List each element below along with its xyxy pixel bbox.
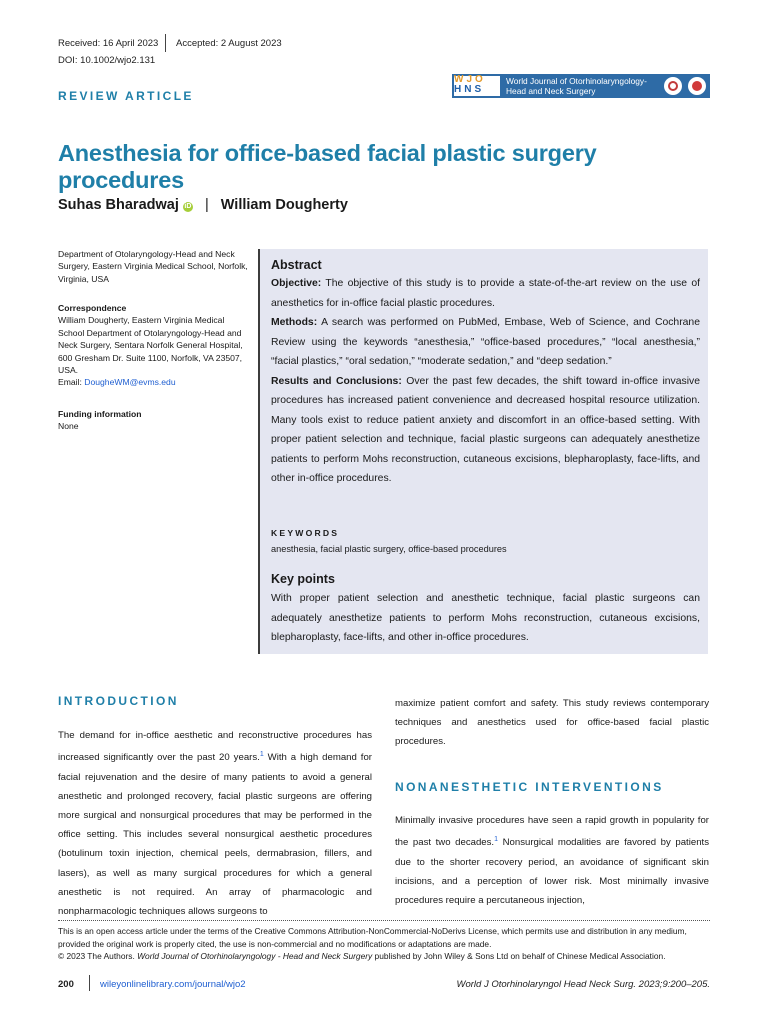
- orcid-icon[interactable]: iD: [184, 203, 192, 210]
- citation: World J Otorhinolaryngol Head Neck Surg. 2023;9:200–205.: [456, 979, 710, 990]
- nonanesthetic-heading: NONANESTHETIC INTERVENTIONS: [395, 780, 664, 794]
- methods-text: A search was performed on PubMed, Embase, Web of Science, and Cochrane Review using the keywords “anesthesia,” “office-based procedures,” “local anesthesia,” “facial plastics,” “oral sedation,” “moderate sedation,” and “deep sedation.”: [271, 317, 700, 367]
- methods-label: Methods:: [271, 317, 318, 328]
- abstract-box: [258, 249, 708, 654]
- email-label: Email:: [58, 377, 85, 388]
- author-2[interactable]: William Dougherty: [220, 197, 348, 213]
- nonanesthetic-text: [395, 811, 709, 910]
- license-text: This is an open access article under the terms of the Creative Commons Attribution-NonCommercial-NoDerivs License, which permits use and distribution in any medium, provided the original work is properly cited, the use is non-commercial and no modifications or adaptations are made.: [58, 926, 687, 949]
- received-date: Received: 16 April 2023: [58, 38, 159, 49]
- header-divider: [165, 34, 166, 52]
- introduction-heading: INTRODUCTION: [58, 694, 179, 708]
- journal-url[interactable]: wileyonlinelibrary.com/journal/wjo2: [100, 979, 246, 990]
- objective-text: The objective of this study is to provide a state-of-the-art review on the use of anesthetics for in-office facial plastic procedures.: [271, 278, 700, 309]
- journal-logo-hns: HNS: [454, 84, 485, 95]
- abstract-left-rule: [258, 249, 260, 654]
- copyright-pre: © 2023 The Authors.: [58, 951, 138, 962]
- journal-logo: [452, 74, 710, 98]
- correspondence-block: [58, 302, 248, 389]
- keywords: anesthesia, facial plastic surgery, office-based procedures: [271, 544, 507, 554]
- intro-text-1: The demand for in-office aesthetic and reconstructive procedures has increased significantly over the past 20 years.: [58, 730, 372, 764]
- correspondence-text: William Dougherty, Eastern Virginia Medical School Department of Otolaryngology-Head and Neck Surgery, Sentara Norfolk General Hospital, 600 Gresham Dr. Suite 1100, Norfolk, VA 23507, USA.: [58, 315, 243, 376]
- funding-label: Funding information: [58, 409, 142, 419]
- intro-text-2: With a high demand for facial rejuvenation and the desire of many patients to avoid a general anesthetic and prolonged recovery, facial plastic surgeons are offering more surgical and nonsurgical procedures that may be performed in the office setting. This includes several nonsurgical aesthetic procedures (botulinum toxin injection, chemical peels, dermabrasion, fillers, and lasers), as well as many surgical procedures for which a general anesthetic is not required. An array of pharmacologic and nonpharmacologic techniques allows surgeons to: [58, 752, 372, 918]
- copyright-journal: World Journal of Otorhinolaryngology - Head and Neck Surgery: [137, 951, 373, 962]
- affiliation: Department of Otolaryngology-Head and Neck Surgery, Eastern Virginia Medical School, Norfolk, Virginia, USA: [58, 249, 248, 284]
- nonan-text-2: Nonsurgical modalities are favored by patients due to the shorter recovery period, an avoidance of significant skin incisions, and a perception of lower risk. Most minimally invasive procedures require a percutaneous injection,: [395, 837, 709, 906]
- correspondence-label: Correspondence: [58, 303, 127, 313]
- society-seal-icon: [664, 77, 682, 95]
- copyright-post: published by John Wiley & Sons Ltd on behalf of Chinese Medical Association.: [372, 951, 666, 962]
- keypoints-heading: Key points: [271, 572, 335, 586]
- doi[interactable]: DOI: 10.1002/wjo2.131: [58, 55, 156, 66]
- objective-label: Objective:: [271, 278, 322, 289]
- journal-logo-line2: Head and Neck Surgery: [506, 86, 596, 96]
- author-1[interactable]: Suhas Bharadwaj: [58, 197, 179, 213]
- article-title: Anesthesia for office-based facial plastic surgery procedures: [58, 140, 597, 193]
- abstract-heading: Abstract: [271, 258, 322, 272]
- journal-logo-wjo: WJO: [454, 74, 486, 85]
- results-text: Over the past few decades, the shift toward in-office invasive procedures has increased patient convenience and decreased hospital resource utilization. Many tools exist to reduce patient anxiety and discomfort in an office-based setting. With proper patient selection and technique, facial plastic surgeons can adequately anesthetize patients to perform Mohs reconstruction, cutaneous excisions, blepharoplasty, face-lifts, and other in-office procedures.: [271, 375, 701, 484]
- abstract-body: [271, 274, 700, 489]
- page-number: 200: [58, 979, 74, 990]
- footer-divider: [58, 920, 710, 921]
- journal-logo-title: [506, 76, 647, 96]
- keypoints-text: With proper patient selection and anesthetic technique, facial plastic surgeons can adequately anesthetize patients to perform Mohs reconstruction, cutaneous excisions, blepharoplasty, face-lifts, and other in-office procedures.: [271, 593, 700, 643]
- journal-logo-line1: World Journal of Otorhinolaryngology-: [506, 76, 647, 86]
- author-separator: |: [204, 197, 209, 213]
- email-link[interactable]: DougheWM@evms.edu: [84, 377, 176, 388]
- nonan-text-1: Minimally invasive procedures have seen a rapid growth in popularity for the past two decades.: [395, 815, 709, 849]
- results-label: Results and Conclusions:: [271, 375, 402, 387]
- reference-1[interactable]: 1: [259, 751, 264, 759]
- funding-block: [58, 408, 248, 433]
- reference-1b[interactable]: 1: [494, 836, 499, 844]
- column2-continuation: maximize patient comfort and safety. This study reviews contemporary techniques and anesthetics used for office-based facial plastic procedures.: [395, 698, 709, 748]
- funding-text: None: [58, 421, 79, 432]
- footer-rule: [89, 975, 90, 991]
- accepted-date: Accepted: 2 August 2023: [176, 38, 282, 49]
- introduction-text: [58, 726, 372, 921]
- article-type: REVIEW ARTICLE: [58, 89, 194, 103]
- author-list: [58, 197, 348, 213]
- keywords-label: KEYWORDS: [271, 528, 340, 538]
- association-seal-icon: [688, 77, 706, 95]
- license-note: [58, 925, 710, 963]
